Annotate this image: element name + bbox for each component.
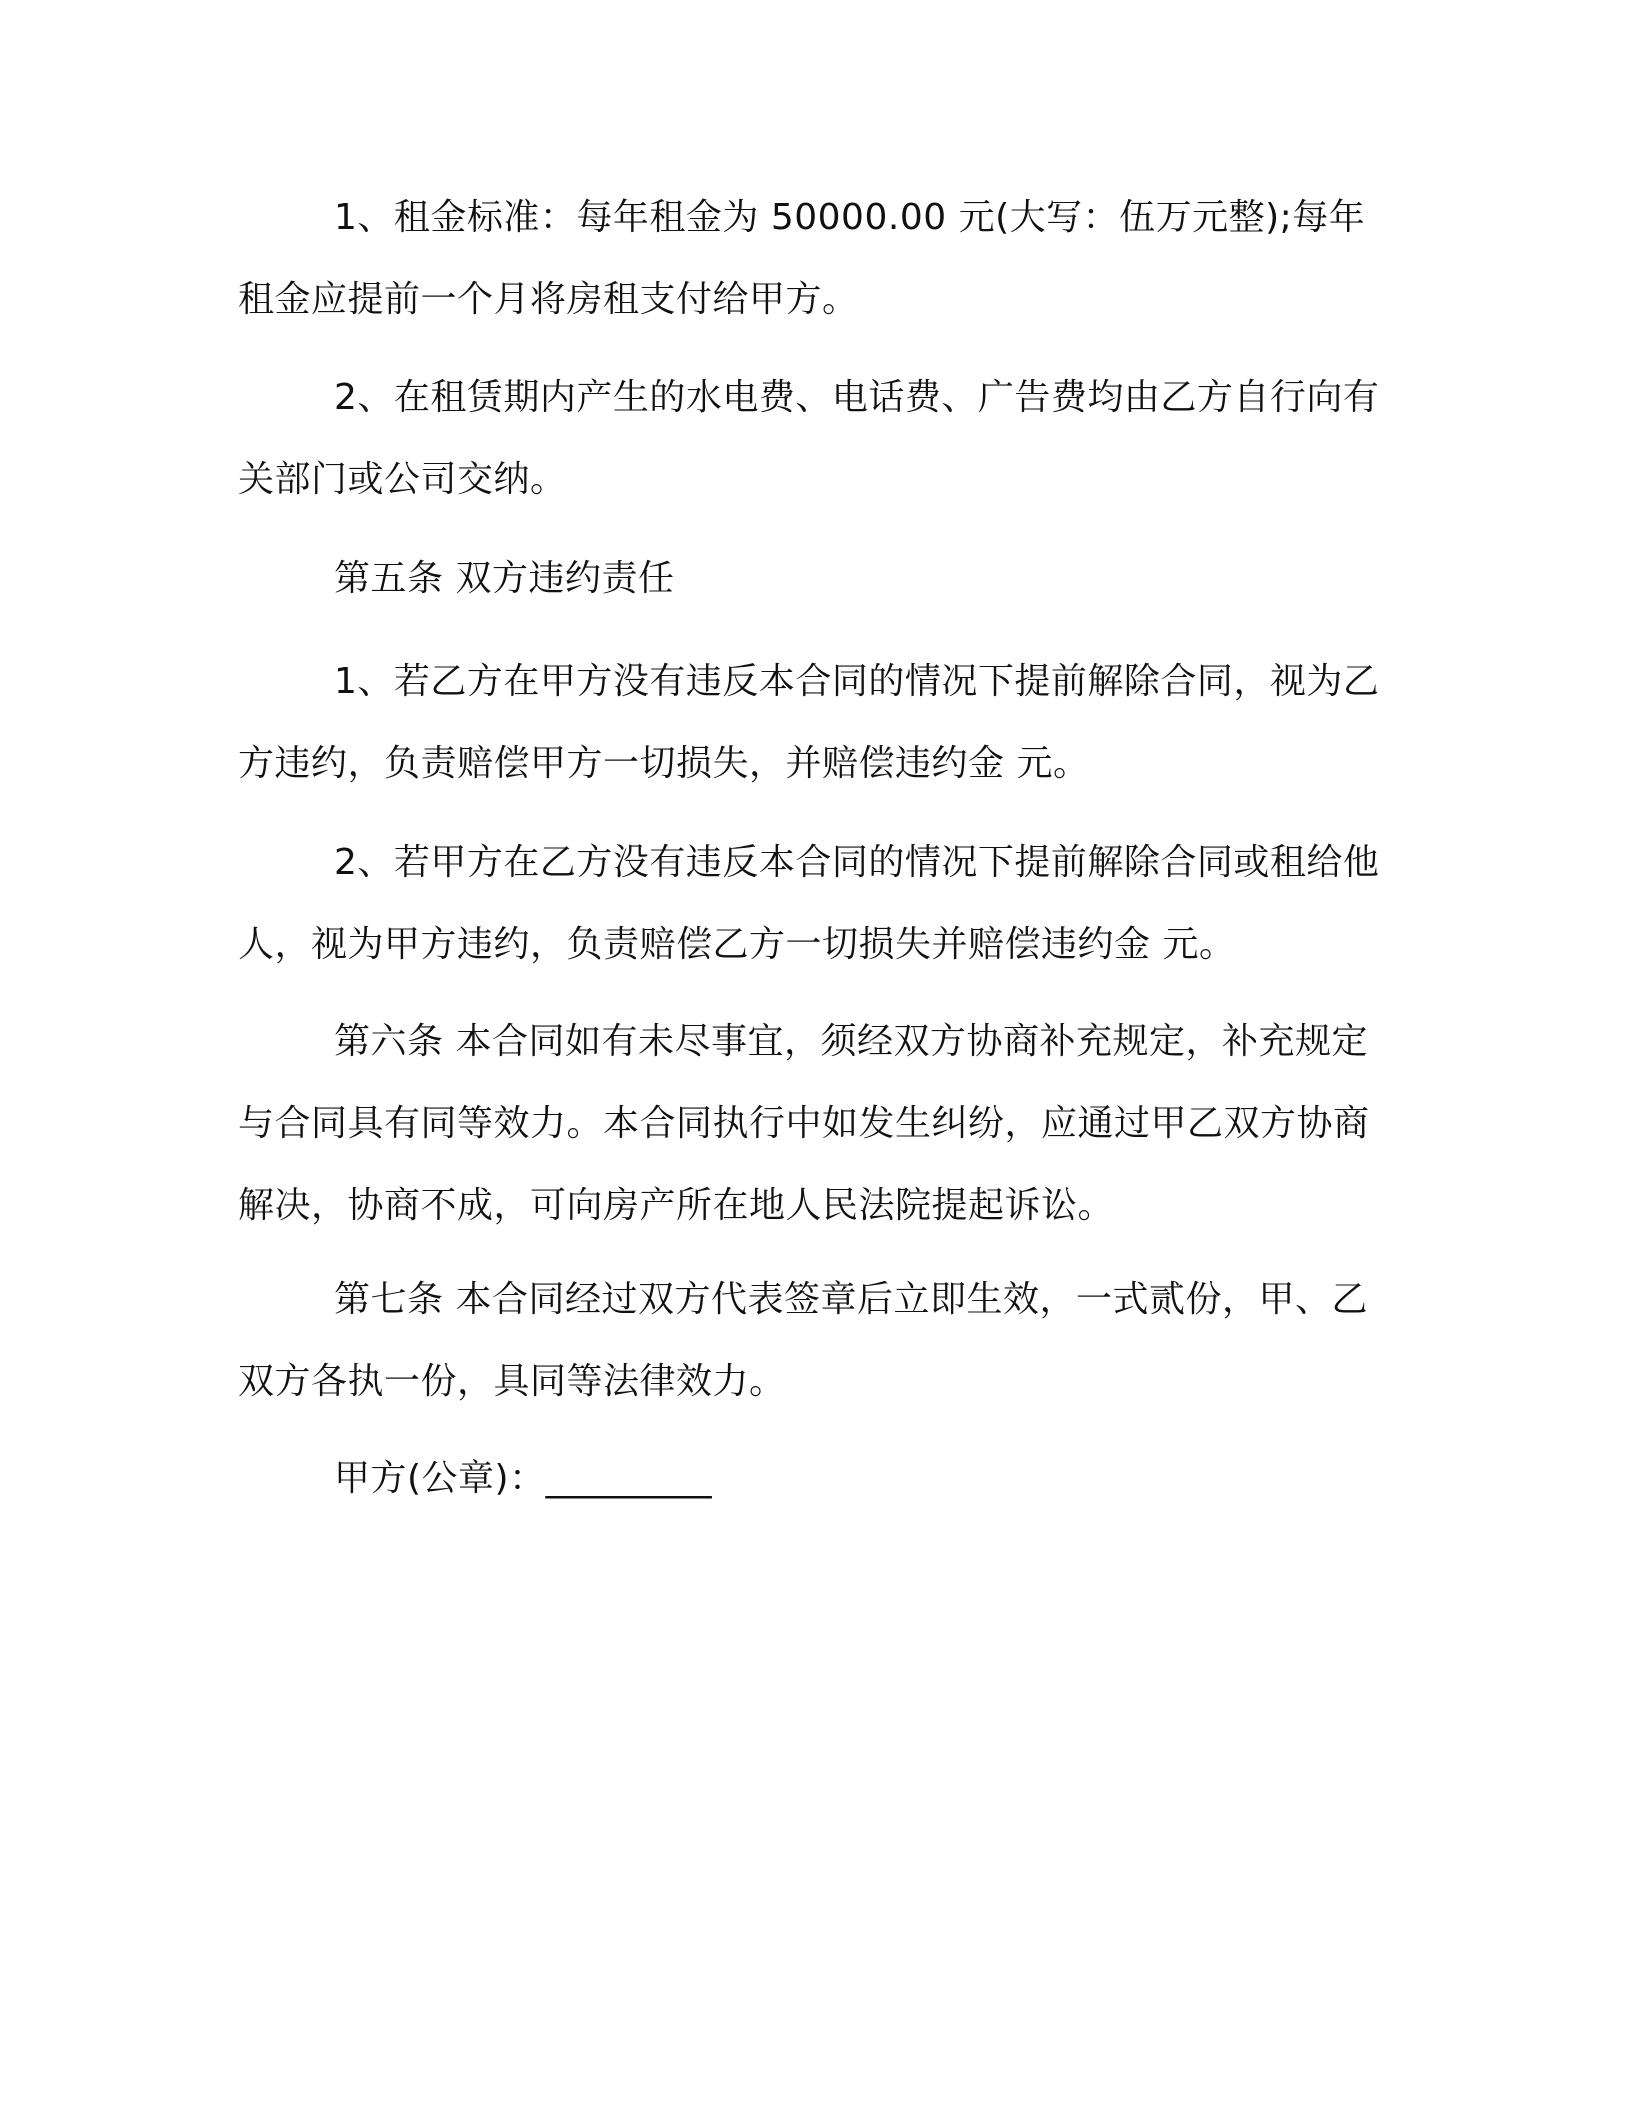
paragraph-article-7: 第七条 本合同经过双方代表签章后立即生效，一式贰份，甲、乙双方各执一份，具同等法律效力。: [238, 1279, 1368, 1402]
party-a-seal-line: 甲方(公章)：_________: [334, 1458, 713, 1499]
paragraph-article-6: 第六条 本合同如有未尽事宜，须经双方协商补充规定，补充规定与合同具有同等效力。本合同执行中如发生纠纷，应通过甲乙双方协商解决，协商不成，可向房产所在地人民法院提起诉讼。: [238, 1021, 1370, 1226]
paragraph-utility-fees: 2、在租赁期内产生的水电费、电话费、广告费均由乙方自行向有关部门或公司交纳。: [238, 377, 1380, 500]
paragraph-party-b-breach: 1、若乙方在甲方没有违反本合同的情况下提前解除合同，视为乙方违约，负责赔偿甲方一切损失，并赔偿违约金 元。: [238, 661, 1380, 784]
heading-article-5: 第五条 双方违约责任: [334, 558, 675, 599]
paragraph-party-a-breach: 2、若甲方在乙方没有违反本合同的情况下提前解除合同或租给他人，视为甲方违约，负责赔偿乙方一切损失并赔偿违约金 元。: [238, 842, 1380, 965]
paragraph-rent-standard: 1、租金标准：每年租金为 50000.00 元(大写：伍万元整);每年租金应提前一个月将房租支付给甲方。: [238, 197, 1366, 320]
